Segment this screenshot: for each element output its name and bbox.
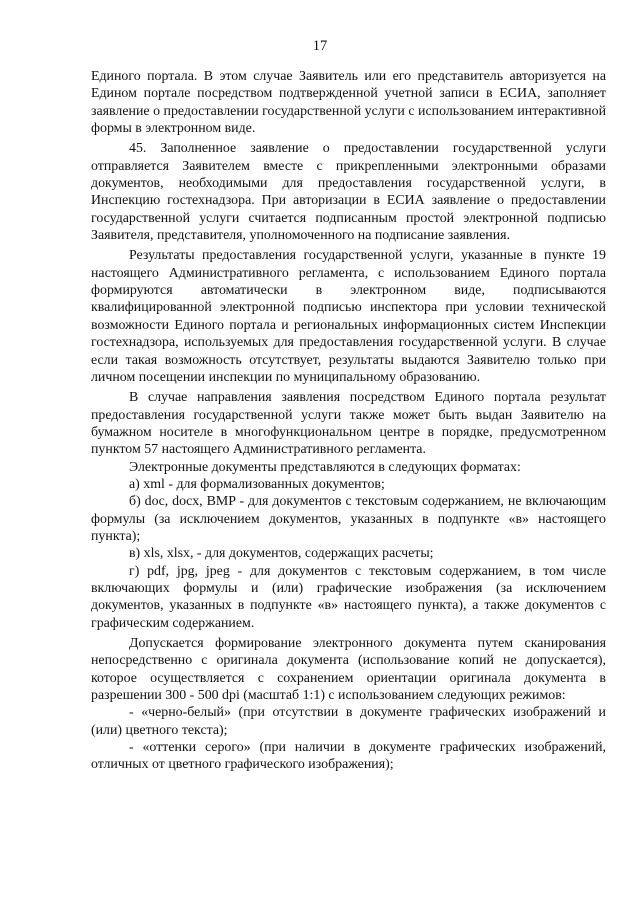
list-item-b: б) doc, docx, BMP - для документов с текстовым содержанием, не включающим формулы (за исключением документов, указанных в подпункте «в» настоящего пункта); bbox=[91, 494, 606, 544]
list-item-grayscale: - «оттенки серого» (при наличии в документе графических изображений, отличных от цветного графического изображения); bbox=[91, 740, 606, 773]
paragraph-scanning: Допускается формирование электронного документа путем сканирования непосредственно с оригинала документа (использование копий не допускается), которое осуществляется с сохранением ориентации оригинала документа в разрешении 300 - 500 dpi (масштаб 1:1) с использованием следующих режимов: bbox=[91, 636, 606, 704]
paragraph-paper-result: В случае направления заявления посредством Единого портала результат предоставления государственной услуги также может быть выдан Заявителю на бумажном носителе в многофункциональном центре в порядке, предусмотренном пунктом 57 настоящего Административного регламента. bbox=[91, 390, 606, 458]
list-item-a: а) xml - для формализованных документов; bbox=[129, 476, 385, 492]
page-number: 17 bbox=[312, 38, 328, 54]
paragraph-continuation: Единого портала. В этом случае Заявитель или его представитель авторизуется на Едином портале посредством подтвержденной учетной записи в ЕСИА, заполняет заявление о предоставлении государственной услуги с использованием интерактивной формы в электронном виде. bbox=[91, 69, 606, 137]
paragraph-item-45: 45. Заполненное заявление о предоставлении государственной услуги отправляется Заявителем вместе с прикрепленными электронными образами документов, необходимыми для предоставления государственной услуги, в Инспекцию гостехнадзора. При авторизации в ЕСИА заявление о предоставлении государственной услуги считается подписанным простой электронной подписью Заявителя, представителя, уполномоченного на подписание заявления. bbox=[91, 141, 606, 244]
list-item-g: г) pdf, jpg, jpeg - для документов с текстовым содержанием, в том числе включающих формулы и (или) графические изображения (за исключением документов, указанных в подпункте «в» настоящего пункта), а также документов с графическим содержанием. bbox=[91, 563, 606, 631]
paragraph-formats-intro: Электронные документы представляются в следующих форматах: bbox=[129, 459, 521, 475]
paragraph-results: Результаты предоставления государственной услуги, указанные в пункте 19 настоящего Административного регламента, с использованием Единого портала формируются автоматически в электронном виде, подписываются квалифицированной электронной подписью инспектора при условии технической возможности Единого портала и региональных информационных систем Инспекции гостехнадзора, используемых для предоставления государственной услуги. В случае если такая возможность отсутствует, результаты выдаются Заявителю только при личном посещении инспекции по муниципальному образованию. bbox=[91, 248, 606, 385]
document-body bbox=[91, 68, 606, 774]
list-item-v: в) xls, xlsx, - для документов, содержащих расчеты; bbox=[129, 546, 434, 562]
list-item-black-white: - «черно-белый» (при отсутствии в документе графических изображений и (или) цветного текста); bbox=[91, 705, 606, 738]
